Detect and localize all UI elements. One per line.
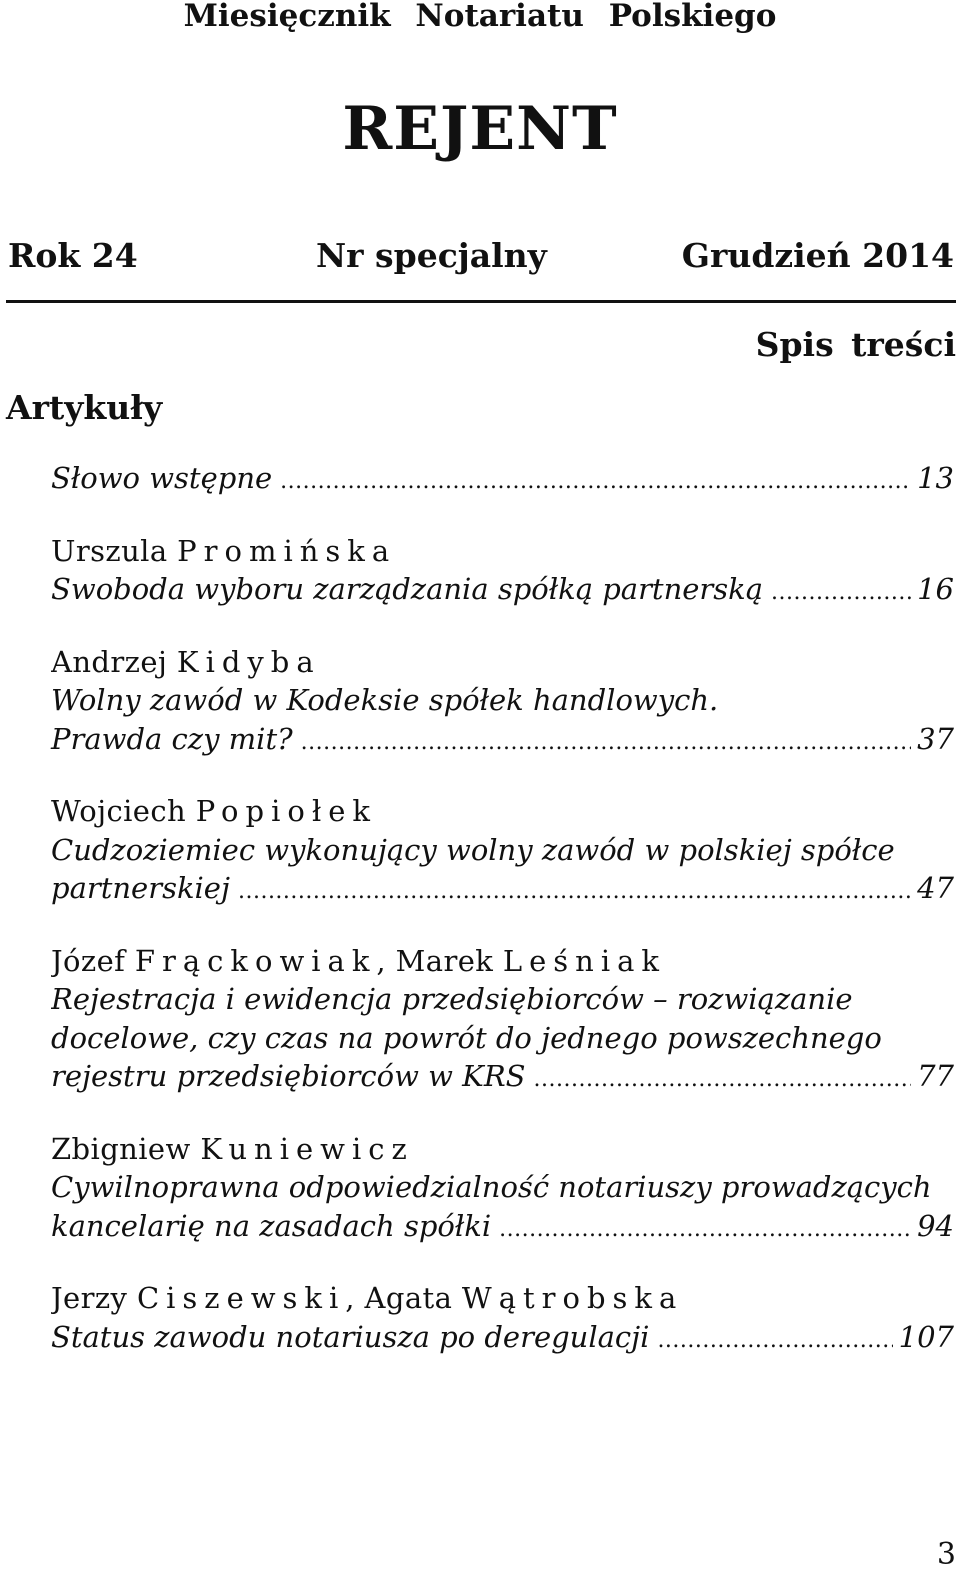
toc-entry[interactable]: [51, 792, 954, 912]
author-surname: Leśniak: [502, 943, 666, 978]
table-of-contents: [51, 459, 954, 1390]
dot-leader: [301, 724, 911, 763]
issue-date: Grudzień 2014: [681, 236, 954, 275]
author-separator: ,: [345, 1281, 365, 1315]
toc-entry[interactable]: [51, 643, 954, 763]
entry-page-number: 13: [917, 461, 954, 495]
entry-page-number: 47: [917, 871, 954, 905]
entry-leader-line: [51, 1207, 954, 1250]
author-first-name: Agata: [364, 1281, 453, 1315]
entry-title-line: Status zawodu notariusza po deregulacji: [51, 1319, 650, 1354]
issue-year: Rok 24: [8, 236, 138, 275]
entry-title-line: docelowe, czy czas na powrót do jednego powszechnego: [51, 1020, 882, 1055]
toc-entry[interactable]: [51, 459, 954, 502]
issue-number: Nr specjalny: [316, 236, 547, 275]
author-surname: Kidyba: [176, 644, 321, 679]
journal-title: REJENT: [342, 94, 618, 164]
entry-leader-line: [51, 720, 954, 763]
entry-authors: [51, 1279, 954, 1318]
entry-page-number: 94: [917, 1208, 954, 1243]
entry-authors: [51, 942, 954, 981]
author-surname: Wątrobska: [461, 1281, 684, 1315]
author-surname: Promińska: [177, 533, 397, 568]
dot-leader: [657, 1322, 892, 1361]
author-first-name: Urszula: [51, 533, 168, 568]
toc-heading: Spis treści: [755, 325, 956, 364]
journal-name: Miesięcznik Notariatu Polskiego: [183, 0, 777, 34]
entry-authors: [51, 643, 954, 682]
author-first-name: Marek: [395, 943, 494, 978]
entry-authors: [51, 792, 954, 831]
entry-leader-line: [51, 1318, 954, 1361]
entry-title-line: kancelarię na zasadach spółki: [51, 1208, 492, 1243]
entry-page-number: 37: [917, 721, 954, 756]
entry-title-line: Prawda czy mit?: [51, 721, 293, 756]
dot-leader: [499, 1211, 911, 1250]
author-first-name: Jerzy: [51, 1281, 128, 1315]
entry-leader-line: [51, 570, 954, 613]
dot-leader: [280, 463, 911, 502]
toc-entry[interactable]: [51, 1279, 954, 1360]
page-number: 3: [936, 1537, 956, 1572]
author-first-name: Józef: [51, 943, 126, 978]
dot-leader: [238, 873, 911, 912]
entry-title-line: rejestru przedsiębiorców w KRS: [51, 1059, 526, 1093]
toc-entry[interactable]: [51, 942, 954, 1100]
entry-title-line: partnerskiej: [51, 871, 230, 905]
toc-entry[interactable]: [51, 1130, 954, 1250]
author-separator: ,: [376, 943, 396, 978]
author-first-name: Andrzej: [51, 644, 168, 679]
author-surname: Popiołek: [195, 794, 377, 828]
entry-leader-line: [51, 1057, 954, 1100]
entry-title-line: Słowo wstępne: [51, 461, 273, 495]
entry-page-number: 107: [898, 1319, 954, 1354]
toc-entry[interactable]: [51, 532, 954, 613]
entry-leader-line: [51, 459, 954, 502]
header-divider: [6, 300, 956, 303]
entry-title-line: Rejestracja i ewidencja przedsiębiorców – rozwiązanie: [51, 982, 853, 1016]
entry-title-line: Wolny zawód w Kodeksie spółek handlowych.: [51, 683, 719, 717]
section-heading: Artykuły: [6, 388, 163, 427]
entry-page-number: 77: [917, 1059, 954, 1093]
entry-authors: [51, 1130, 954, 1169]
entry-title-line: Swoboda wyboru zarządzania spółką partnerską: [51, 572, 764, 606]
entry-page-number: 16: [917, 572, 954, 606]
author-first-name: Wojciech: [51, 794, 187, 828]
dot-leader: [534, 1061, 912, 1100]
author-surname: Kuniewicz: [200, 1131, 414, 1166]
author-surname: Ciszewski: [136, 1281, 346, 1315]
issue-info: [8, 236, 954, 276]
entry-title-line: Cywilnoprawna odpowiedzialność notariuszy prowadzących: [51, 1170, 932, 1204]
author-first-name: Zbigniew: [51, 1131, 191, 1166]
entry-authors: [51, 532, 954, 571]
author-surname: Frąckowiak: [134, 943, 377, 978]
entry-title-line: Cudzoziemiec wykonujący wolny zawód w polskiej spółce: [51, 832, 895, 867]
dot-leader: [771, 574, 911, 613]
entry-leader-line: [51, 869, 954, 912]
